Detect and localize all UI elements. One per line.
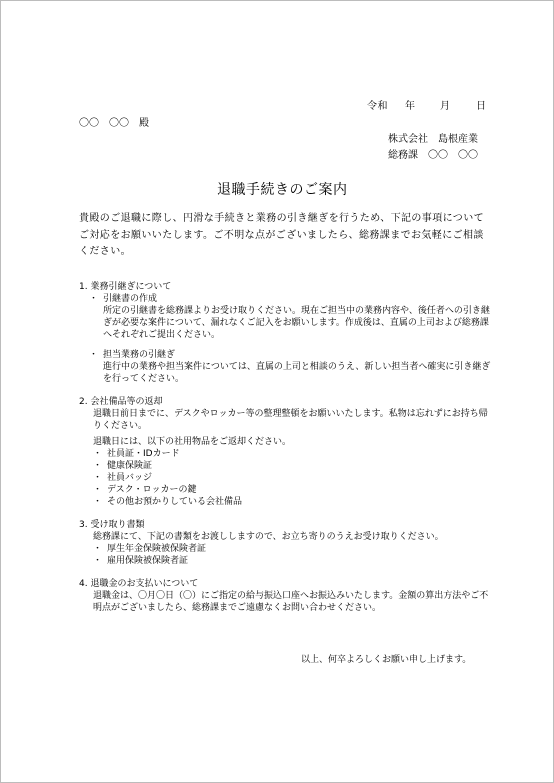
date-month-unit: 月 bbox=[440, 101, 451, 112]
list-item-text: 厚生年金保険被保険者証 bbox=[107, 544, 207, 554]
list-item-text: 社員証・IDカード bbox=[107, 449, 180, 459]
list-item-text: その他お預かりしている会社備品 bbox=[107, 497, 243, 507]
list-item bbox=[93, 448, 491, 460]
date-day-unit: 日 bbox=[476, 101, 487, 112]
list-item bbox=[93, 543, 491, 555]
intro-paragraph: 貴殿のご退職に際し、円滑な手続きと業務の引き継ぎを行うため、下記の事項についてご対応をお願いいたします。ご不明な点がございましたら、総務課までお気軽にご相談ください。 bbox=[79, 213, 484, 257]
list-item bbox=[93, 484, 491, 496]
section-3 bbox=[79, 519, 491, 567]
bullet-icon: ・ bbox=[89, 294, 99, 304]
list-item-text: 健康保険証 bbox=[107, 461, 153, 471]
sender-company: 株式会社 島根産業 bbox=[388, 134, 478, 145]
subsection-title: 引継書の作成 bbox=[103, 294, 158, 304]
section-heading: 2. 会社備品等の返却 bbox=[79, 397, 163, 407]
section-paragraph: 退職日には、以下の社用物品をご返却ください。 bbox=[93, 437, 292, 447]
item-list bbox=[93, 543, 491, 567]
addressee: 〇〇 〇〇 殿 bbox=[79, 118, 149, 129]
document-title: 退職手続きのご案内 bbox=[217, 182, 348, 198]
section-4 bbox=[79, 578, 491, 614]
bullet-icon: ・ bbox=[93, 497, 103, 507]
list-item bbox=[93, 555, 491, 567]
subsection-text: 進行中の業務や担当案件については、直属の上司と相談のうえ、新しい担当者へ確実に引き継ぎを行ってください。 bbox=[103, 362, 491, 384]
section-paragraph: 退職日前日までに、デスクやロッカー等の整理整頓をお願いいたします。私物は忘れずにお持ち帰りください。 bbox=[93, 409, 488, 431]
date-line bbox=[367, 97, 487, 112]
bullet-icon: ・ bbox=[93, 544, 103, 554]
section-body bbox=[93, 590, 491, 614]
bullet-icon: ・ bbox=[93, 449, 103, 459]
bullet-icon: ・ bbox=[93, 461, 103, 471]
section-paragraph: 退職金は、〇月〇日（〇）にご指定の給与振込口座へお振込みいたします。金額の算出方法やご不明点がございましたら、総務課までご遠慮なくお問い合わせください。 bbox=[93, 591, 489, 613]
subsection bbox=[89, 293, 491, 341]
list-item-text: 雇用保険被保険者証 bbox=[107, 556, 189, 566]
section-heading: 4. 退職金のお支払いについて bbox=[79, 579, 199, 589]
sender-department: 総務課 〇〇 〇〇 bbox=[388, 150, 478, 161]
list-item-text: 社員バッジ bbox=[107, 473, 153, 483]
subsection-heading bbox=[89, 349, 491, 361]
section-1 bbox=[79, 281, 491, 385]
bullet-icon: ・ bbox=[89, 350, 99, 360]
item-list bbox=[93, 448, 491, 508]
date-era: 令和 bbox=[367, 101, 388, 112]
section-heading: 1. 業務引継ぎについて bbox=[79, 282, 172, 292]
list-item-text: デスク・ロッカーの鍵 bbox=[107, 485, 197, 495]
document-body bbox=[79, 281, 491, 625]
bullet-icon: ・ bbox=[93, 473, 103, 483]
section-paragraph: 総務課にて、下記の書類をお渡ししますので、お立ち寄りのうえお受け取りください。 bbox=[93, 532, 444, 542]
subsection-title: 担当業務の引継ぎ bbox=[103, 350, 176, 360]
list-item bbox=[93, 496, 491, 508]
section-heading: 3. 受け取り書類 bbox=[79, 520, 145, 530]
bullet-icon: ・ bbox=[93, 485, 103, 495]
subsection-heading bbox=[89, 293, 491, 305]
section-2 bbox=[79, 396, 491, 508]
list-item bbox=[93, 472, 491, 484]
date-year-unit: 年 bbox=[405, 101, 416, 112]
list-item bbox=[93, 460, 491, 472]
closing-line: 以上、何卒よろしくお願い申し上げます。 bbox=[301, 655, 472, 665]
bullet-icon: ・ bbox=[93, 556, 103, 566]
section-body bbox=[93, 531, 491, 567]
section-body bbox=[93, 408, 491, 508]
subsection-text: 所定の引継書を総務課よりお受け取りください。現在ご担当中の業務内容や、後任者への引き継ぎが必要な案件について、漏れなくご記入をお願いします。作成後は、直属の上司および総務課へそれぞれご提出ください。 bbox=[103, 306, 490, 340]
subsection bbox=[89, 349, 491, 385]
